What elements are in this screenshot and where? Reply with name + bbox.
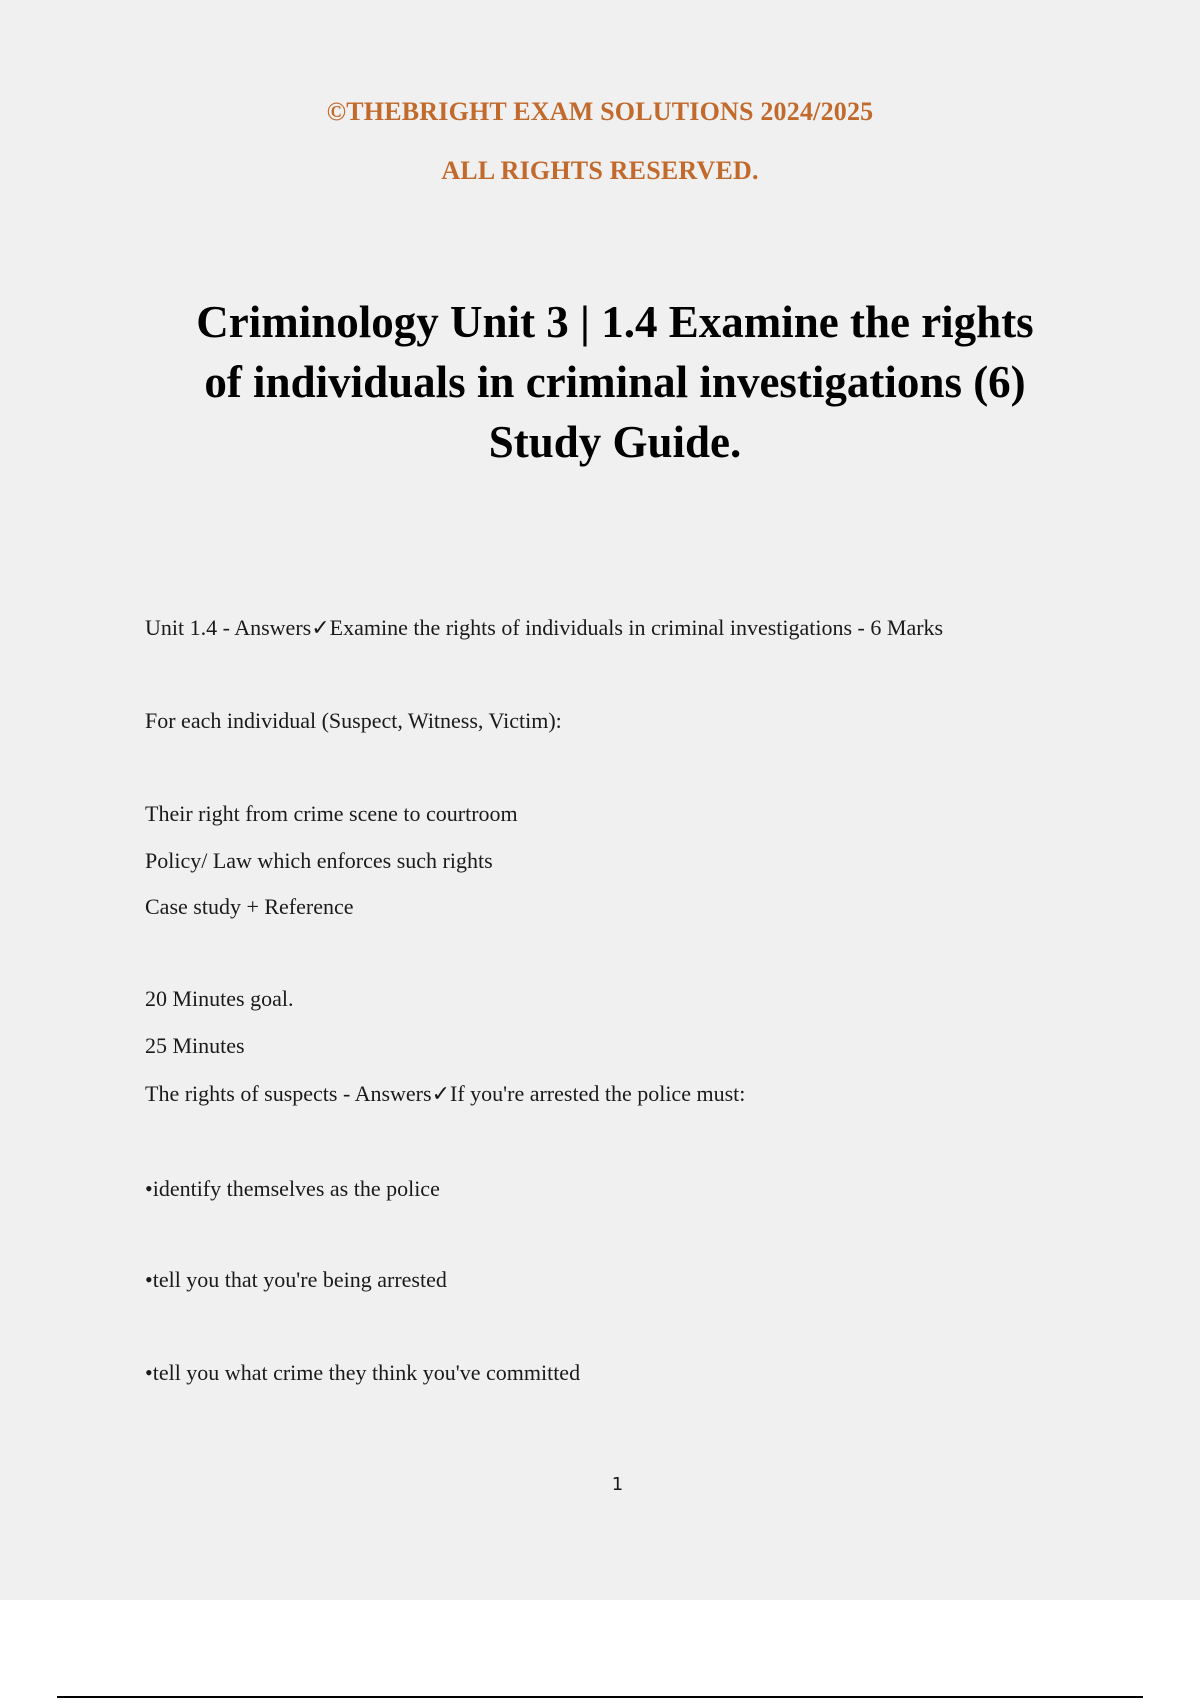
bullet-item: •tell you what crime they think you've committed (145, 1360, 581, 1385)
page-number: 1 (611, 1474, 624, 1495)
case-study-line: Case study + Reference (145, 894, 354, 919)
copyright-header: ©THEBRIGHT EXAM SOLUTIONS 2024/2025 (326, 97, 874, 126)
rights-line: Their right from crime scene to courtroom (145, 801, 518, 826)
document-title (140, 292, 1090, 472)
rights-reserved-header: ALL RIGHTS RESERVED. (441, 156, 759, 185)
bullet-item: •tell you that you're being arrested (145, 1267, 447, 1292)
bullet-item: •identify themselves as the police (145, 1176, 440, 1201)
policy-line: Policy/ Law which enforces such rights (145, 848, 493, 873)
title-line-2: of individuals in criminal investigations (6) (204, 357, 1026, 407)
goal-line: 20 Minutes goal. (145, 986, 294, 1011)
title-line-3: Study Guide. (488, 417, 742, 467)
suspect-rights-line: The rights of suspects - Answers✓If you're arrested the police must: (145, 1081, 746, 1106)
individuals-line: For each individual (Suspect, Witness, Victim): (145, 708, 562, 733)
title-line-1: Criminology Unit 3 | 1.4 Examine the rights (196, 297, 1034, 347)
bottom-divider (57, 1696, 1143, 1698)
unit-answer-line: Unit 1.4 - Answers✓Examine the rights of individuals in criminal investigations - 6 Marks (145, 615, 944, 640)
minutes-line: 25 Minutes (145, 1033, 245, 1058)
